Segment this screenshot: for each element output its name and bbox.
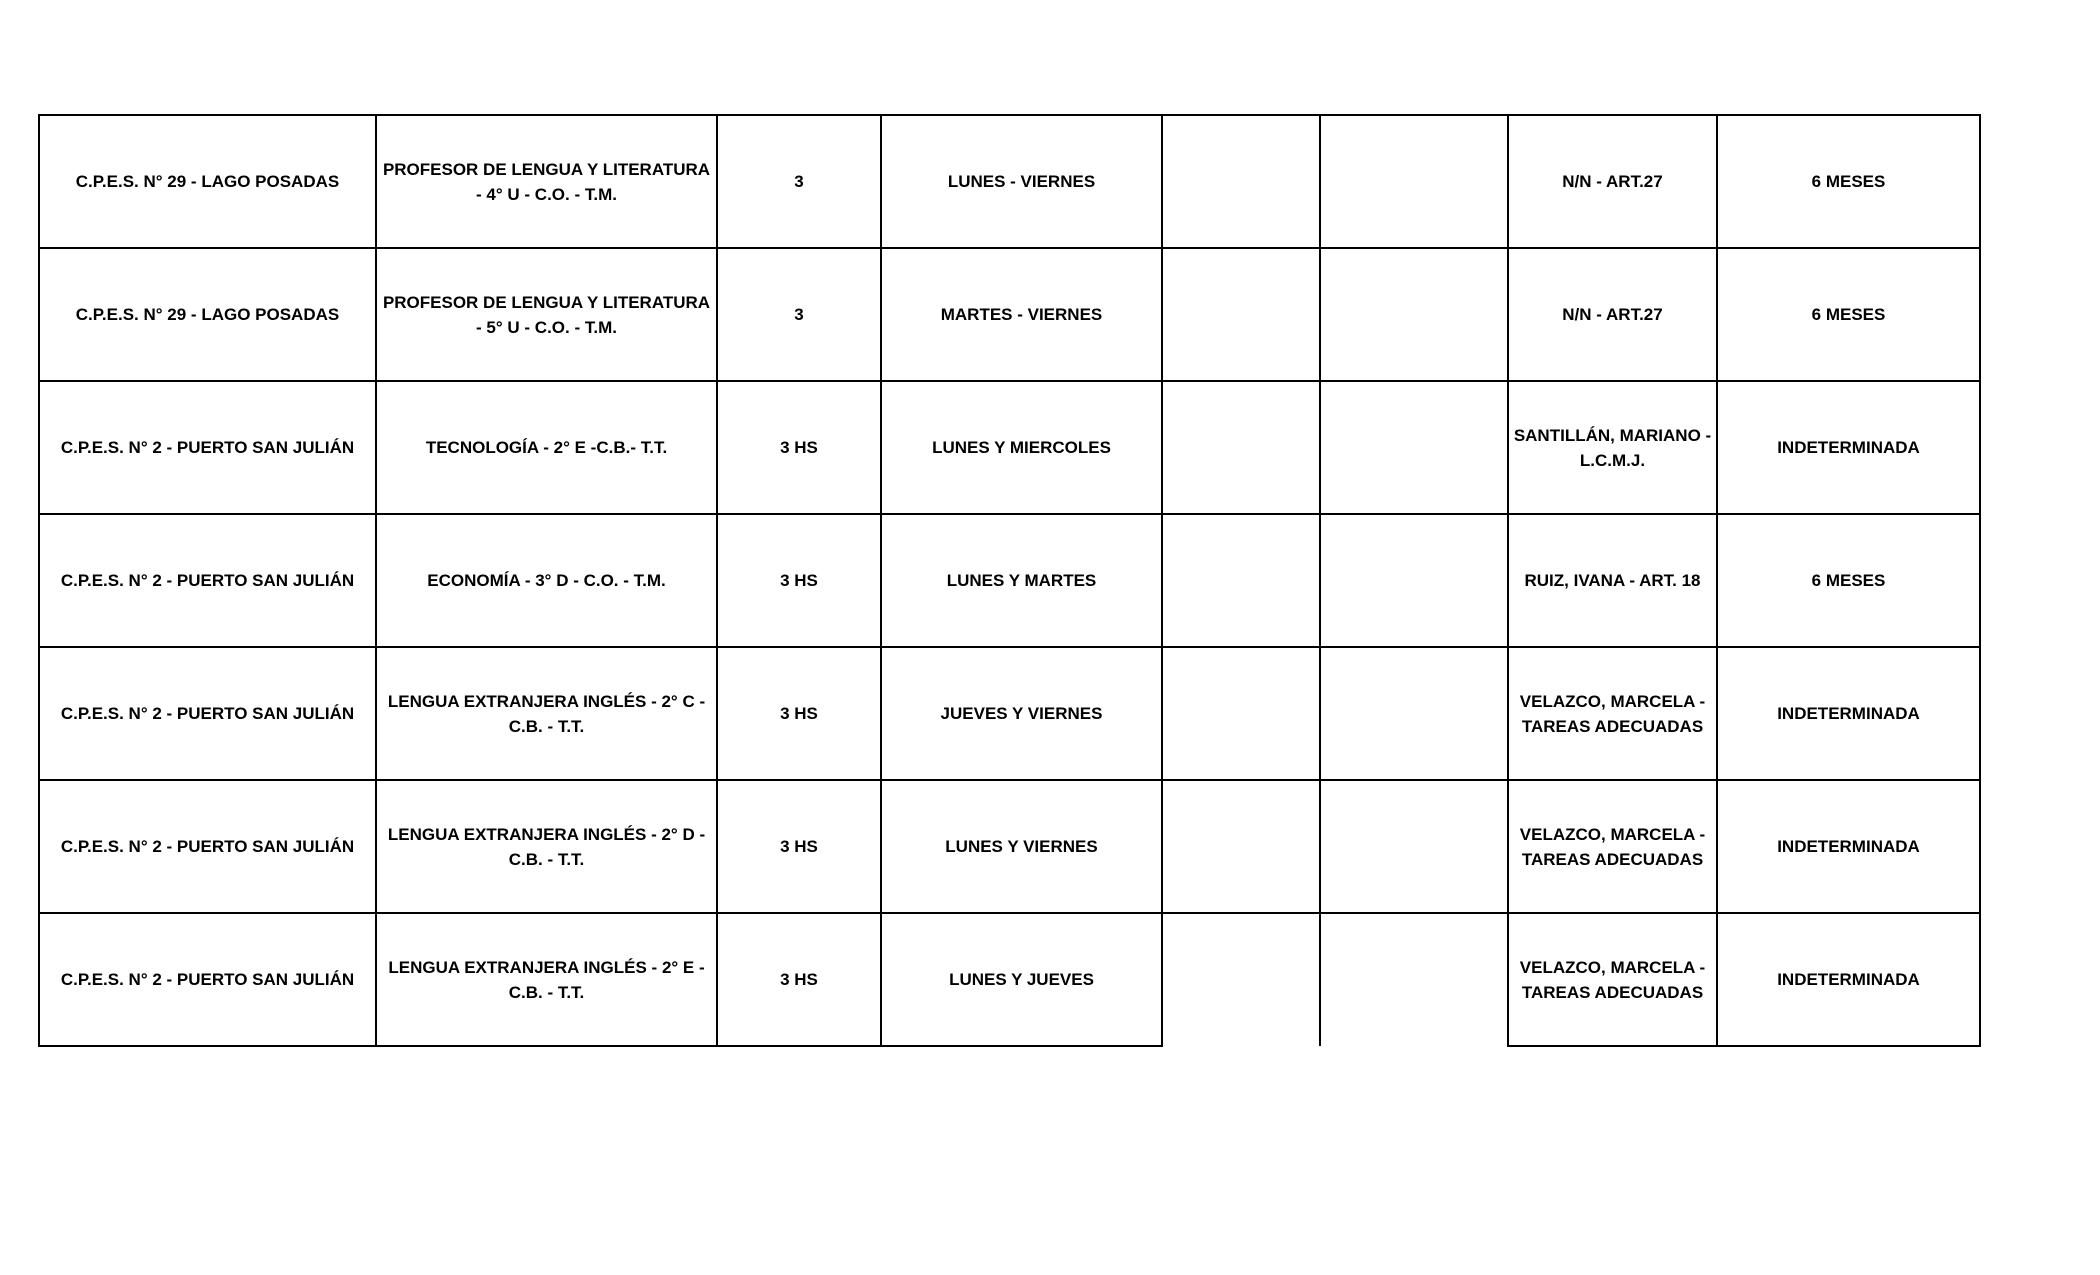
table-row bbox=[39, 780, 1980, 913]
cell-dias: LUNES Y MIERCOLES bbox=[881, 381, 1162, 514]
cell-escuela: C.P.E.S. N° 2 - PUERTO SAN JULIÁN bbox=[39, 780, 376, 913]
cell-cargo: ECONOMÍA - 3° D - C.O. - T.M. bbox=[376, 514, 717, 647]
cell-motivo: SANTILLÁN, MARIANO - L.C.M.J. bbox=[1508, 381, 1717, 514]
cell-horas: 3 bbox=[717, 248, 881, 381]
cell-empty-5 bbox=[1162, 381, 1320, 514]
cell-cargo: LENGUA EXTRANJERA INGLÉS - 2° C - C.B. - T.T. bbox=[376, 647, 717, 780]
cell-cargo: LENGUA EXTRANJERA INGLÉS - 2° E - C.B. - T.T. bbox=[376, 913, 717, 1046]
cell-empty-5 bbox=[1162, 647, 1320, 780]
cell-horas: 3 HS bbox=[717, 913, 881, 1046]
cell-dias: LUNES - VIERNES bbox=[881, 115, 1162, 248]
table-row bbox=[39, 647, 1980, 780]
cell-dias: LUNES Y MARTES bbox=[881, 514, 1162, 647]
cell-motivo: VELAZCO, MARCELA - TAREAS ADECUADAS bbox=[1508, 913, 1717, 1046]
cell-escuela: C.P.E.S. N° 2 - PUERTO SAN JULIÁN bbox=[39, 913, 376, 1046]
cell-cargo: PROFESOR DE LENGUA Y LITERATURA - 4° U - C.O. - T.M. bbox=[376, 115, 717, 248]
cell-empty-6 bbox=[1320, 248, 1508, 381]
cell-dias: JUEVES Y VIERNES bbox=[881, 647, 1162, 780]
cell-escuela: C.P.E.S. N° 29 - LAGO POSADAS bbox=[39, 248, 376, 381]
table-row bbox=[39, 514, 1980, 647]
cell-empty-5 bbox=[1162, 115, 1320, 248]
cell-horas: 3 HS bbox=[717, 780, 881, 913]
cell-dias: MARTES - VIERNES bbox=[881, 248, 1162, 381]
cell-empty-6 bbox=[1320, 647, 1508, 780]
cell-empty-6 bbox=[1320, 780, 1508, 913]
table-row bbox=[39, 248, 1980, 381]
cell-motivo: RUIZ, IVANA - ART. 18 bbox=[1508, 514, 1717, 647]
cell-duracion: INDETERMINADA bbox=[1717, 647, 1980, 780]
cell-motivo: N/N - ART.27 bbox=[1508, 248, 1717, 381]
cell-cargo: TECNOLOGÍA - 2° E -C.B.- T.T. bbox=[376, 381, 717, 514]
cell-cargo: LENGUA EXTRANJERA INGLÉS - 2° D - C.B. - T.T. bbox=[376, 780, 717, 913]
cell-empty-6 bbox=[1320, 514, 1508, 647]
vacancy-table bbox=[38, 114, 1981, 1047]
table-row bbox=[39, 381, 1980, 514]
cell-duracion: INDETERMINADA bbox=[1717, 913, 1980, 1046]
cell-empty-5 bbox=[1162, 248, 1320, 381]
cell-motivo: VELAZCO, MARCELA - TAREAS ADECUADAS bbox=[1508, 647, 1717, 780]
cell-motivo: N/N - ART.27 bbox=[1508, 115, 1717, 248]
cell-empty-5 bbox=[1162, 514, 1320, 647]
cell-escuela: C.P.E.S. N° 2 - PUERTO SAN JULIÁN bbox=[39, 381, 376, 514]
cell-cargo: PROFESOR DE LENGUA Y LITERATURA - 5° U - C.O. - T.M. bbox=[376, 248, 717, 381]
cell-horas: 3 bbox=[717, 115, 881, 248]
cell-empty-6 bbox=[1320, 913, 1508, 1046]
cell-escuela: C.P.E.S. N° 2 - PUERTO SAN JULIÁN bbox=[39, 514, 376, 647]
cell-empty-6 bbox=[1320, 115, 1508, 248]
cell-duracion: 6 MESES bbox=[1717, 115, 1980, 248]
cell-escuela: C.P.E.S. N° 29 - LAGO POSADAS bbox=[39, 115, 376, 248]
cell-horas: 3 HS bbox=[717, 514, 881, 647]
cell-horas: 3 HS bbox=[717, 381, 881, 514]
cell-empty-5 bbox=[1162, 913, 1320, 1046]
cell-dias: LUNES Y JUEVES bbox=[881, 913, 1162, 1046]
cell-duracion: 6 MESES bbox=[1717, 514, 1980, 647]
cell-empty-5 bbox=[1162, 780, 1320, 913]
cell-duracion: INDETERMINADA bbox=[1717, 780, 1980, 913]
table-row bbox=[39, 913, 1980, 1046]
cell-duracion: 6 MESES bbox=[1717, 248, 1980, 381]
table-row bbox=[39, 115, 1980, 248]
cell-dias: LUNES Y VIERNES bbox=[881, 780, 1162, 913]
cell-horas: 3 HS bbox=[717, 647, 881, 780]
cell-duracion: INDETERMINADA bbox=[1717, 381, 1980, 514]
cell-escuela: C.P.E.S. N° 2 - PUERTO SAN JULIÁN bbox=[39, 647, 376, 780]
cell-empty-6 bbox=[1320, 381, 1508, 514]
cell-motivo: VELAZCO, MARCELA - TAREAS ADECUADAS bbox=[1508, 780, 1717, 913]
